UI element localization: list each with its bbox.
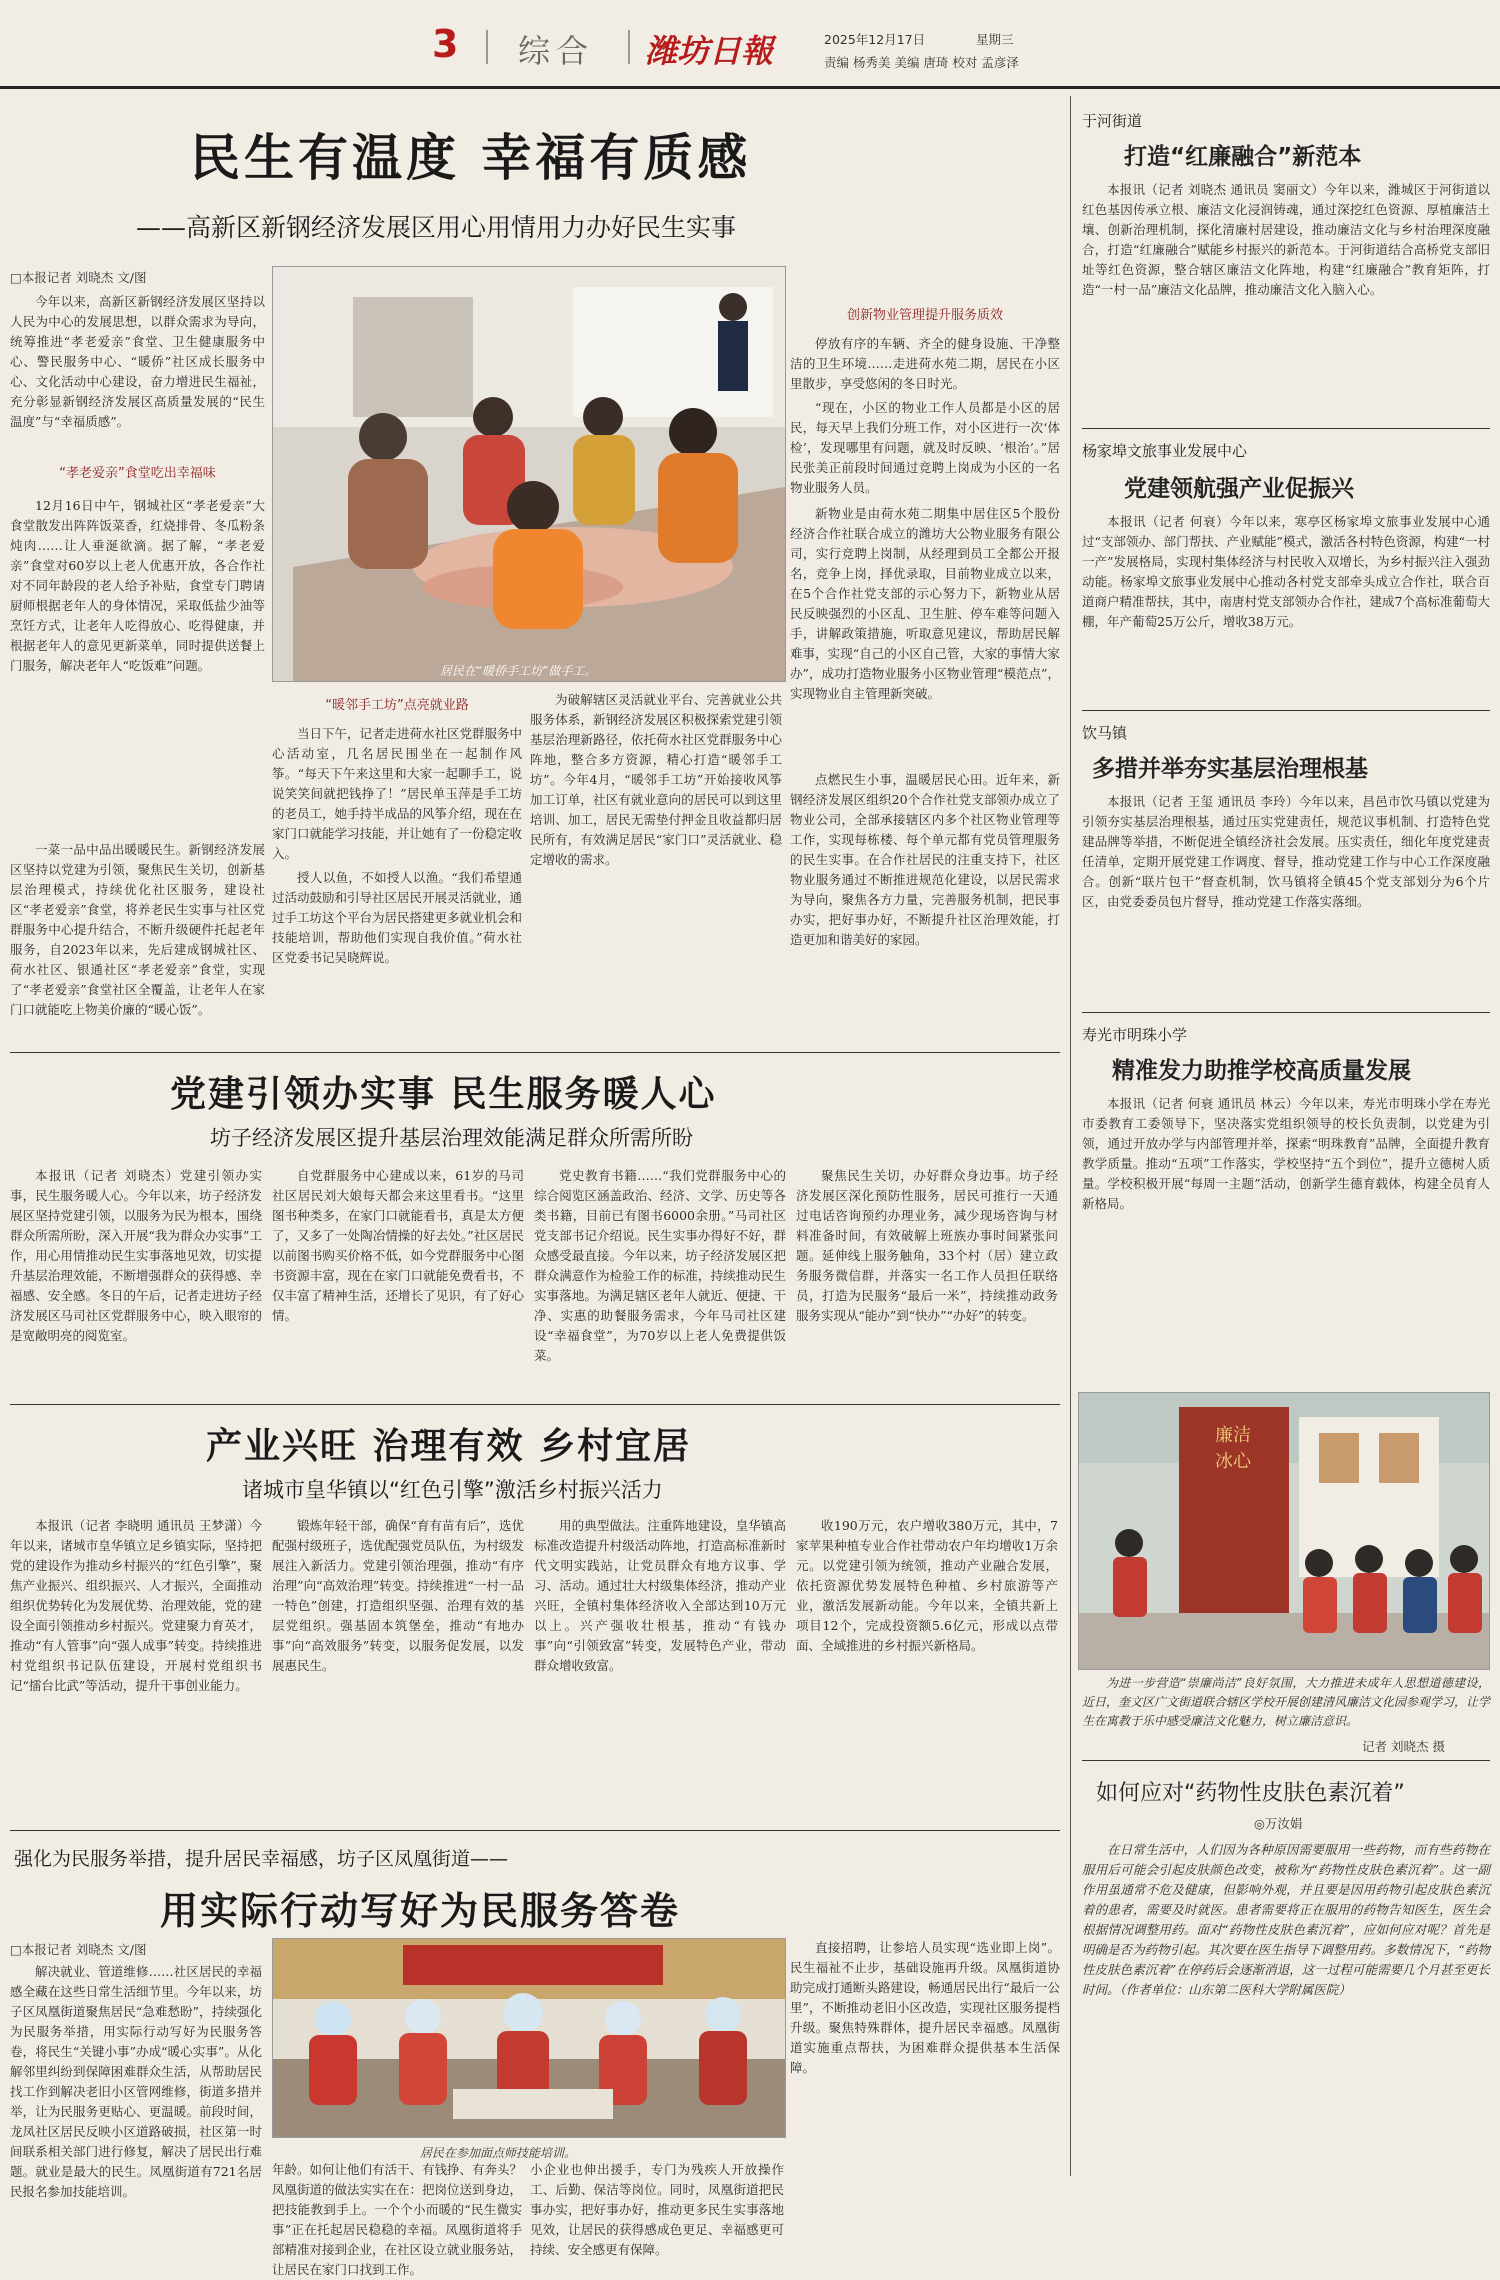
article3-col3: 用的典型做法。注重阵地建设，皇华镇高标准改造提升村级活动阵地，打造高标准新时代文明实践站，让党员群众有地方议事、学习、活动。通过壮大村级集体经济，推动产业兴旺，全镇村集体经济收入全部达到10万元以上。兴产强收壮根基，推动“有钱办事”向“引领致富”转变，发展特色产业，带动群众增收致富。 (534, 1518, 786, 1673)
article4-title: 用实际行动写好为民服务答卷 (160, 1889, 681, 1933)
article1-col1-p2: 12月16日中午，钢城社区“孝老爱亲”大食堂散发出阵阵饭菜香，红烧排骨、冬瓜粉条炖肉……让人垂涎欲滴。据了解，“孝老爱亲”食堂对60岁以上老人优惠开放，各合作社对不同年龄段的老人给予补贴，食堂专门聘请厨师根据老年人的身体情况，采取低盐少油等烹饪方式，让老年人吃得放心、吃得健康，并根据老年人的意见更新菜单，同时提供送餐上门服务，解决老年人“吃饭难”问题。 (10, 498, 265, 673)
article3-col1: 本报讯（记者 李晓明 通讯员 王梦潇）今年以来，诸城市皇华镇立足乡镇实际，坚持把党的建设作为推动乡村振兴的“红色引擎”，聚焦产业振兴、组织振兴、人才振兴，全面推动组织优势转化为发展优势、治理效能，党的建设全面引领推动乡村振兴。党建聚力育英才，推动“有人管事”向“强人成事”转变。持续推进村党组织书记队伍建设，开展村党组织书记“擂台比武”等活动，提升干事创业能力。 (10, 1518, 262, 1693)
article4-photo-caption: 居民在参加面点师技能培训。 (420, 2146, 577, 2160)
article1-photo (272, 266, 786, 682)
article1-subtitle: ——高新区新钢经济发展区用心用情用力办好民生实事 (136, 213, 737, 242)
article1-col1-p1: 今年以来，高新区新钢经济发展区坚持以人民为中心的发展思想，以群众需求为导向，统筹推进“孝老爱亲”食堂、卫生健康服务中心、警民服务中心、“暖侨”社区成长服务中心、文化活动中心建设，奋力增进民生福祉，充分彰显新钢经济发展区高质量发展的“民生温度”与“幸福质感”。 (10, 294, 265, 429)
article1-col3-p2: “现在，小区的物业工作人员都是小区的居民，每天早上我们分班工作，对小区进行一次‘体检’，发现哪里有问题，就及时反映、‘根治’。”居民张美正前段时间通过竞聘上岗成为小区的一名物业服务人员。 (790, 400, 1060, 495)
right3-text: 本报讯（记者 王玺 通讯员 李玲）今年以来，昌邑市饮马镇以党建为引领夯实基层治理根基，通过压实党建责任，规范议事机制、打造特色党建品牌等举措，不断促进全镇经济社会发展。压实责任，细化年度党建责任清单，定期开展党建工作调度、督导，推动党建工作与中心工作深度融合。创新“联片包干”督查机制，饮马镇将全镇45个党支部划分为6个片区，由党委委员包片督导，推动党建工作落实落细。 (1082, 794, 1490, 909)
right5-text: 在日常生活中，人们因为各种原因需要服用一些药物，而有些药物在服用后可能会引起皮肤颜色改变，被称为“药物性皮肤色素沉着”。这一副作用虽通常不危及健康，但影响外观，并且要是因用药物引起皮肤色素沉着的患者，需要及时就医。患者需要将正在服用的药物告知医生，医生会根据情况调整用药。面对“药物性皮肤色素沉着”，应如何应对呢？首先是明确是否为药物引起。其次要在医生指导下调整用药。多数情况下，“药物性皮肤色素沉着”在停药后会逐渐消退，这一过程可能需要几个月甚至更长时间。（作者单位：山东第二医科大学附属医院） (1082, 1842, 1490, 1997)
right4-kicker: 寿光市明珠小学 (1082, 1026, 1188, 1044)
article2-title: 党建引领办实事 民生服务暖人心 (170, 1074, 717, 1115)
article3-subtitle: 诸城市皇华镇以“红色引擎”激活乡村振兴活力 (242, 1478, 663, 1502)
article1-subhead2: “暖邻手工坊”点亮就业路 (325, 698, 469, 713)
article1-col2-p1: 当日下午，记者走进荷水社区党群服务中心活动室，几名居民围坐在一起制作风筝。“每天下午来这里和大家一起聊手工，说说笑笑间就把钱挣了！”居民单玉萍是手工坊的老员工，她手持半成品的风筝介绍，现在在家门口就能学习技能，并让她有了一份稳定收入。 (272, 726, 523, 861)
masthead-rule (0, 86, 1500, 89)
masthead-editors: 责编 杨秀美 美编 唐琦 校对 孟彦泽 (824, 55, 1019, 70)
article1-subhead1: “孝老爱亲”食堂吃出幸福味 (59, 466, 216, 481)
right-separator (1082, 1012, 1490, 1013)
students-visit-image (1079, 1393, 1489, 1669)
article-separator (10, 1404, 1060, 1405)
article3-col2: 锻炼年轻干部，确保“育有苗有后”，选优配强村级班子，选优配强党员队伍，为村级发展注入新活力。党建引领治理强，推动“有序治理”向“高效治理”转变。持续推进“一村一品一特色”创建，打造组织坚强、治理有效的基层党组织。强基固本筑堡垒，推动“有地办事”向“高效服务”转变，以服务促发展，以发展惠民生。 (272, 1518, 524, 1673)
article1-col3-p4: 点燃民生小事，温暖居民心田。近年来，新钢经济发展区组织20个合作社党支部领办成立了物业公司，全部承接辖区内多个社区物业管理等工作，实现每栋楼、每个单元都有党员管理服务的民生实事。在合作社居民的注重支持下，社区物业服务通过不断推进规范化建设，以居民需求为导向，聚焦各方力量，完善服务机制，把民事办实，把好事办好，不断提升社区治理效能，打造更加和谐美好的家园。 (790, 772, 1060, 947)
article1-col2-p2: 授人以鱼，不如授人以渔。“我们希望通过活动鼓励和引导社区居民开展灵活就业，通过手工坊这个平台为居民搭建更多就业机会和技能培训，帮助他们实现自我价值。”荷水社区党委书记吴晓辉说。 (272, 870, 523, 965)
article1-col1-p3: 一菜一品中品出暖暖民生。新钢经济发展区坚持以党建为引领，聚焦民生关切，创新基层治理模式，持续优化社区服务，建设社区“孝老爱亲”食堂，将养老民生实事与社区党群服务中心提升结合，不断升级硬件托起老年服务，自2023年以来，先后建成钢城社区、荷水社区、银通社区“孝老爱亲”食堂，实现了“孝老爱亲”食堂社区全覆盖，让老年人在家门口就能吃上物美价廉的“暖心饭”。 (10, 842, 265, 1017)
handcraft-workshop-image (273, 267, 785, 681)
column-rule (1070, 96, 1071, 2176)
article4-byline: □本报记者 刘晓杰 文/图 (10, 1942, 147, 1957)
masthead-divider (628, 30, 630, 64)
article1-photo-caption: 居民在“暖侨手工坊”做手工。 (440, 664, 597, 678)
right4-text: 本报讯（记者 何衰 通讯员 林云）今年以来，寿光市明珠小学在寿光市委教育工委领导下，坚决落实党组织领导的校长负责制，以党建为引领，通过开放办学与内部管理并举，探索“明珠教育”品牌，全面提升教育教学质量。推动“五项”工作落实，学校坚持“五个到位”，提升立德树人质量。学校积极开展“每周一主题”活动，创新学生德育载体，构建全员育人新格局。 (1082, 1096, 1490, 1211)
article2-col3: 党史教育书籍……“我们党群服务中心的综合阅览区涵盖政治、经济、文学、历史等各类书籍，目前已有图书6000余册。”马司社区党支部书记介绍说。民生实事办得好不好，群众感受最直接。今年以来，坊子经济发展区把群众满意作为检验工作的标准，持续推动民生实事落地。为满足辖区老年人就近、便捷、干净、实惠的助餐服务需求，今年马司社区建设“幸福食堂”，为70岁以上老人免费提供饭菜。 (534, 1168, 786, 1363)
article3-title: 产业兴旺 治理有效 乡村宜居 (206, 1426, 692, 1467)
masthead-weekday: 星期三 (976, 32, 1014, 47)
article2-col1: 本报讯（记者 刘晓杰）党建引领办实事，民生服务暖人心。今年以来，坊子经济发展区坚持党建引领，以服务为民为根本，围绕群众所需所盼，深入开展“我为群众办实事”工作，用心用情推动民生实事落地见效，切实提升基层治理效能，不断增强群众的获得感、幸福感、安全感。冬日的午后，记者走进坊子经济发展区马司社区党群服务中心，映入眼帘的是宽敞明亮的阅览室。 (10, 1168, 262, 1343)
right3-kicker: 饮马镇 (1082, 724, 1128, 742)
article-separator (10, 1052, 1060, 1053)
right-separator (1082, 1760, 1490, 1761)
article4-kicker: 强化为民服务举措，提升居民幸福感，坊子区凤凰街道—— (14, 1848, 509, 1870)
masthead-divider (486, 30, 488, 64)
masthead-date: 2025年12月17日 (824, 32, 926, 47)
right-separator (1082, 710, 1490, 711)
right5-title: 如何应对“药物性皮肤色素沉着” (1096, 1781, 1405, 1806)
article1-byline: □本报记者 刘晓杰 文/图 (10, 270, 147, 285)
right2-title: 党建领航强产业促振兴 (1124, 476, 1354, 502)
article4-col4: 小企业也伸出援手，专门为残疾人开放操作工、后勤、保洁等岗位。同时，凤凰街道把民事办实，把好事办好，推动更多民生实事落地见效，让居民的获得感成色更足、幸福感更可持续、安全感更有保障。 (530, 2162, 784, 2257)
article1-subhead3: 创新物业管理提升服务质效 (846, 308, 1003, 323)
right-photo-caption: 为进一步营造“崇廉尚洁”良好氛围，大力推进未成年人思想道德建设，近日，奎文区广文街道联合辖区学校开展创建清风廉洁文化园参观学习，让学生在寓教于乐中感受廉洁文化魅力，树立廉洁意识。 (1082, 1676, 1491, 1728)
article2-col4: 聚焦民生关切，办好群众身边事。坊子经济发展区深化预防性服务，居民可推行一天通过电话咨询预约办理业务，减少现场咨询与材料准备时间，有效破解上班族办事时间紧张问题。延伸线上服务触角，33个村（居）建立政务服务微信群，并落实一名工作人员担任联络员，打造为民服务“最后一米”，持续推动政务服务实现从“能办”到“快办”“办好”的转变。 (796, 1168, 1058, 1323)
article1-col3-p1: 停放有序的车辆、齐全的健身设施、干净整洁的卫生环境……走进荷水苑二期，居民在小区里散步，享受悠闲的冬日时光。 (790, 336, 1060, 391)
page-number: 3 (432, 22, 459, 66)
right4-title: 精准发力助推学校高质量发展 (1112, 1058, 1411, 1084)
right1-title: 打造“红廉融合”新范本 (1124, 144, 1362, 170)
right1-text: 本报讯（记者 刘晓杰 通讯员 窦丽文）今年以来，潍城区于河街道以红色基因传承立根、廉洁文化浸润铸魂，通过深挖红色资源、厚植廉洁土壤、创新治理机制，探化清廉村居建设，推动廉洁文化与乡村治理深度融合，打造“红廉融合”赋能乡村振兴的新范本。于河街道结合高桥党支部旧址等红色资源，整合辖区廉洁文化阵地，构建“红廉融合”教育矩阵，打造“一村一品”廉洁文化品牌，推动廉洁文化入脑入心。 (1082, 182, 1490, 297)
training-class-image (273, 1939, 785, 2137)
right2-kicker: 杨家埠文旅事业发展中心 (1082, 442, 1248, 460)
article2-col2: 自党群服务中心建成以来，61岁的马司社区居民刘大娘每天都会来这里看书。“这里图书种类多，在家门口就能看书，真是太方便了，又多了一处陶冶情操的好去处。”社区居民以前图书购买价格不低，如今党群服务中心图书资源丰富，现在在家门口就能免费看书，不仅丰富了精神生活，还增长了见识，有了好心情。 (272, 1168, 524, 1323)
right2-text: 本报讯（记者 何衰）今年以来，寒亭区杨家埠文旅事业发展中心通过“支部领办、部门帮扶、产业赋能”模式，激活各村特色资源，构建“一村一产”发展格局，实现村集体经济与村民收入双增长，为乡村振兴注入强劲动能。杨家埠文旅事业发展中心推动各村党支部牵头成立合作社，联合百道商户精准帮扶，其中，南唐村党支部领办合作社，建成7个高标准葡萄大棚，年产葡萄25万公斤，增收38万元。 (1082, 514, 1490, 629)
article4-col3: 直接招聘，让参培人员实现“选业即上岗”。民生福祉不止步，基础设施再升级。凤凰街道协助完成打通断头路建设，畅通居民出行“最后一公里”，不断推动老旧小区改造，实现社区服务提档升级。聚焦特殊群体，提升居民幸福感。凤凰街道实施重点帮扶，为困难群众提供基本生活保障。 (790, 1940, 1060, 2075)
article4-col2: 年龄。如何让他们有活干、有钱挣、有奔头？凤凰街道的做法实实在在：把岗位送到身边，把技能教到手上。一个个小而暖的“民生微实事”正在托起居民稳稳的幸福。凤凰街道将手部精准对接到企业，在社区设立就业服务站，让居民在家门口找到工作。 (272, 2162, 523, 2277)
right-photo-sign: 廉洁冰心 (1215, 1425, 1251, 1472)
right-photo-credit: 记者 刘晓杰 摄 (1362, 1739, 1445, 1754)
article1-title: 民生有温度 幸福有质感 (190, 129, 752, 187)
right-separator (1082, 428, 1490, 429)
paper-logo: 潍坊日報 (645, 32, 774, 70)
right1-kicker: 于河街道 (1082, 112, 1143, 130)
section-name: 综合 (518, 32, 595, 70)
right-photo (1078, 1392, 1490, 1670)
article3-col4: 收190万元，农户增收380万元，其中，7家苹果种植专业合作社带动农户年均增收1万余元。以党建引领为统领，推动产业融合发展，依托资源优势发展特色种植、乡村旅游等产业，激活发展新动能。今年以来，全镇共新上项目12个，完成投资额5.6亿元，形成以点带面、全域推进的乡村振兴新格局。 (796, 1518, 1058, 1653)
article-separator (10, 1830, 1060, 1831)
article4-col1: 解决就业、管道维修……社区居民的幸福感全藏在这些日常生活细节里。今年以来，坊子区凤凰街道聚焦居民“急难愁盼”，持续强化为民服务举措，用实际行动写好为民服务答卷，将民生“关键小事”办成“暖心实事”。从化解邻里纠纷到保障困难群众生活，从帮助居民找工作到解决老旧小区管网维修，街道多措并举，让为民服务更贴心、更温暖。前段时间，龙凤社区居民反映小区道路破损，社区第一时间联系相关部门进行修复，解决了居民出行难题。就业是最大的民生。凤凰街道有721名居民报名参加技能培训。 (10, 1964, 262, 2199)
right5-author: ◎万汝娟 (1254, 1816, 1303, 1831)
right3-title: 多措并举夯实基层治理根基 (1092, 756, 1368, 782)
masthead (0, 0, 1500, 80)
article1-col2b-p3: 为破解辖区灵活就业平台、完善就业公共服务体系，新钢经济发展区积极探索党建引领基层治理新路径，依托荷水社区党群服务中心阵地，整合多方资源，精心打造“暖邻手工坊”。今年4月，“暖邻手工坊”开始接收风筝加工订单，社区有就业意向的居民可以到这里培训、加工，居民无需垫付押金且收益都归居民所有，有效满足居民“家门口”灵活就业、稳定增收的需求。 (530, 692, 782, 867)
article4-photo (272, 1938, 786, 2138)
article2-subtitle: 坊子经济发展区提升基层治理效能满足群众所需所盼 (210, 1126, 693, 1150)
article1-col3-p3: 新物业是由荷水苑二期集中居住区5个股份经济合作社联合成立的潍坊大公物业服务有限公司，实行竞聘上岗制，从经理到员工全都公开报名，竞争上岗，择优录取，目前物业成立以来，在5个合作社党支部的示心努力下，新物业从居民反映强烈的小区乱、卫生脏、停车难等问题入手，讲解政策措施，听取意见建议，帮助居民解难事，实现“自己的小区自己管，大家的事情大家办”，成功打造物业服务小区物业管理“模范点”，实现物业自主管理新突破。 (790, 506, 1060, 701)
